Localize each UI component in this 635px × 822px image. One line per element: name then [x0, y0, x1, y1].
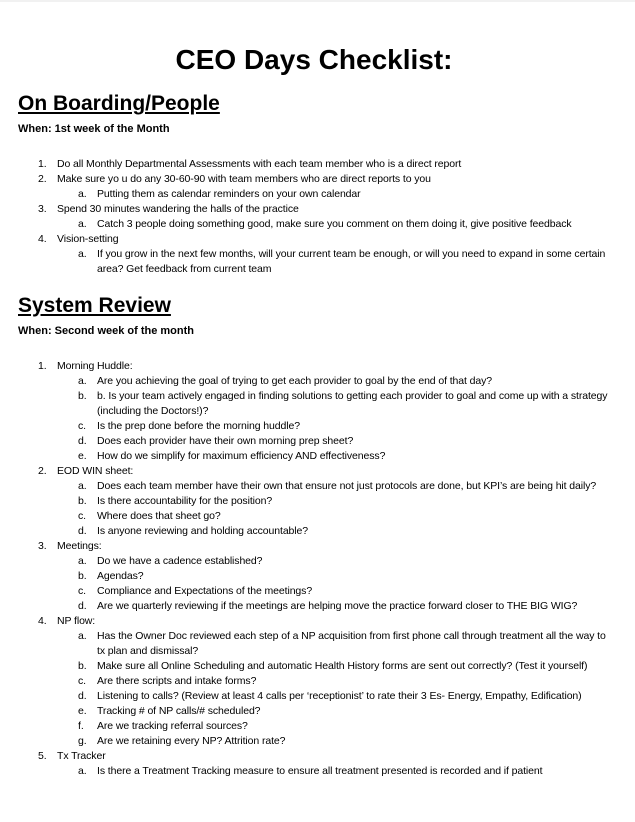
checklist-item-text: EOD WIN sheet: [57, 465, 134, 477]
checklist-subitem: Agendas? [97, 570, 144, 582]
checklist-subitem: Make sure all Online Scheduling and automatic Health History forms are sent out correctly? (Test it yourself) [97, 660, 588, 672]
checklist-subitem: Are you achieving the goal of trying to get each provider to goal by the end of that day? [97, 375, 493, 387]
checklist-subitem: Is the prep done before the morning huddle? [97, 420, 300, 432]
checklist-subitem: Tracking # of NP calls/# scheduled? [97, 705, 261, 717]
sections-container [18, 92, 610, 779]
checklist-item [57, 539, 610, 614]
checklist-subitems [57, 217, 610, 232]
checklist-item-text: Do all Monthly Departmental Assessments with each team member who is a direct report [57, 158, 462, 170]
checklist-subitems [57, 187, 610, 202]
checklist-subitem: Does each provider have their own morning prep sheet? [97, 435, 354, 447]
checklist-section [18, 294, 610, 779]
checklist-item-text: Make sure yo u do any 30-60-90 with team members who are direct reports to you [57, 173, 431, 185]
checklist-item [57, 202, 610, 232]
checklist-items [18, 157, 610, 277]
checklist-subitem: Are we quarterly reviewing if the meetings are helping move the practice forward closer to THE BIG WIG? [97, 600, 578, 612]
checklist-subitem: Compliance and Expectations of the meetings? [97, 585, 313, 597]
page-top-edge [0, 0, 635, 2]
checklist-item [57, 232, 610, 277]
checklist-subitem: Is there accountability for the position? [97, 495, 273, 507]
checklist-subitem: Are we tracking referral sources? [97, 720, 248, 732]
section-heading: System Review [18, 294, 171, 317]
checklist-item-text: Vision-setting [57, 233, 119, 245]
section-when-label: When: Second week of the month [18, 325, 195, 337]
checklist-subitem: Listening to calls? (Review at least 4 calls per ‘receptionist’ to rate their 3 Es- Energy, Empathy, Edification) [97, 690, 582, 702]
document-title: CEO Days Checklist: [175, 44, 453, 75]
checklist-subitem: Putting them as calendar reminders on your own calendar [97, 188, 361, 200]
checklist-item [57, 359, 610, 464]
checklist-item [57, 749, 610, 779]
checklist-items [18, 359, 610, 779]
checklist-item-text: Tx Tracker [57, 750, 106, 762]
checklist-subitem: Does each team member have their own that ensure not just protocols are done, but KPI’s are being hit daily? [97, 480, 597, 492]
checklist-item [57, 464, 610, 539]
checklist-subitems [57, 764, 610, 779]
checklist-subitem: b. Is your team actively engaged in finding solutions to getting each provider to goal and come up with a strategy (including the Doctors!)? [97, 390, 608, 417]
checklist-subitems [57, 247, 610, 277]
checklist-subitem: Are there scripts and intake forms? [97, 675, 257, 687]
checklist-item-text: NP flow: [57, 615, 96, 627]
checklist-subitem: Has the Owner Doc reviewed each step of a NP acquisition from first phone call through treatment all the way to tx plan and dismissal? [97, 630, 606, 657]
checklist-item-text: Spend 30 minutes wandering the halls of the practice [57, 203, 299, 215]
checklist-subitems [57, 374, 610, 464]
checklist-subitems [57, 479, 610, 539]
section-heading: On Boarding/People [18, 92, 220, 115]
checklist-item [57, 157, 610, 172]
checklist-item [57, 172, 610, 202]
checklist-item-text: Morning Huddle: [57, 360, 133, 372]
checklist-subitem: Are we retaining every NP? Attrition rate? [97, 735, 286, 747]
checklist-subitem: How do we simplify for maximum efficiency AND effectiveness? [97, 450, 386, 462]
checklist-subitem: Catch 3 people doing something good, make sure you comment on them doing it, give positive feedback [97, 218, 572, 230]
section-when-label: When: 1st week of the Month [18, 123, 170, 135]
checklist-subitem: Do we have a cadence established? [97, 555, 263, 567]
checklist-subitems [57, 629, 610, 749]
checklist-subitem: Is there a Treatment Tracking measure to ensure all treatment presented is recorded and if patient [97, 765, 543, 777]
checklist-section [18, 92, 610, 277]
checklist-subitems [57, 554, 610, 614]
checklist-item-text: Meetings: [57, 540, 102, 552]
checklist-subitem: Where does that sheet go? [97, 510, 221, 522]
checklist-subitem: Is anyone reviewing and holding accountable? [97, 525, 309, 537]
checklist-subitem: If you grow in the next few months, will your current team be enough, or will you need to expand in some certain area? Get feedback from current team [97, 248, 606, 275]
checklist-item [57, 614, 610, 749]
